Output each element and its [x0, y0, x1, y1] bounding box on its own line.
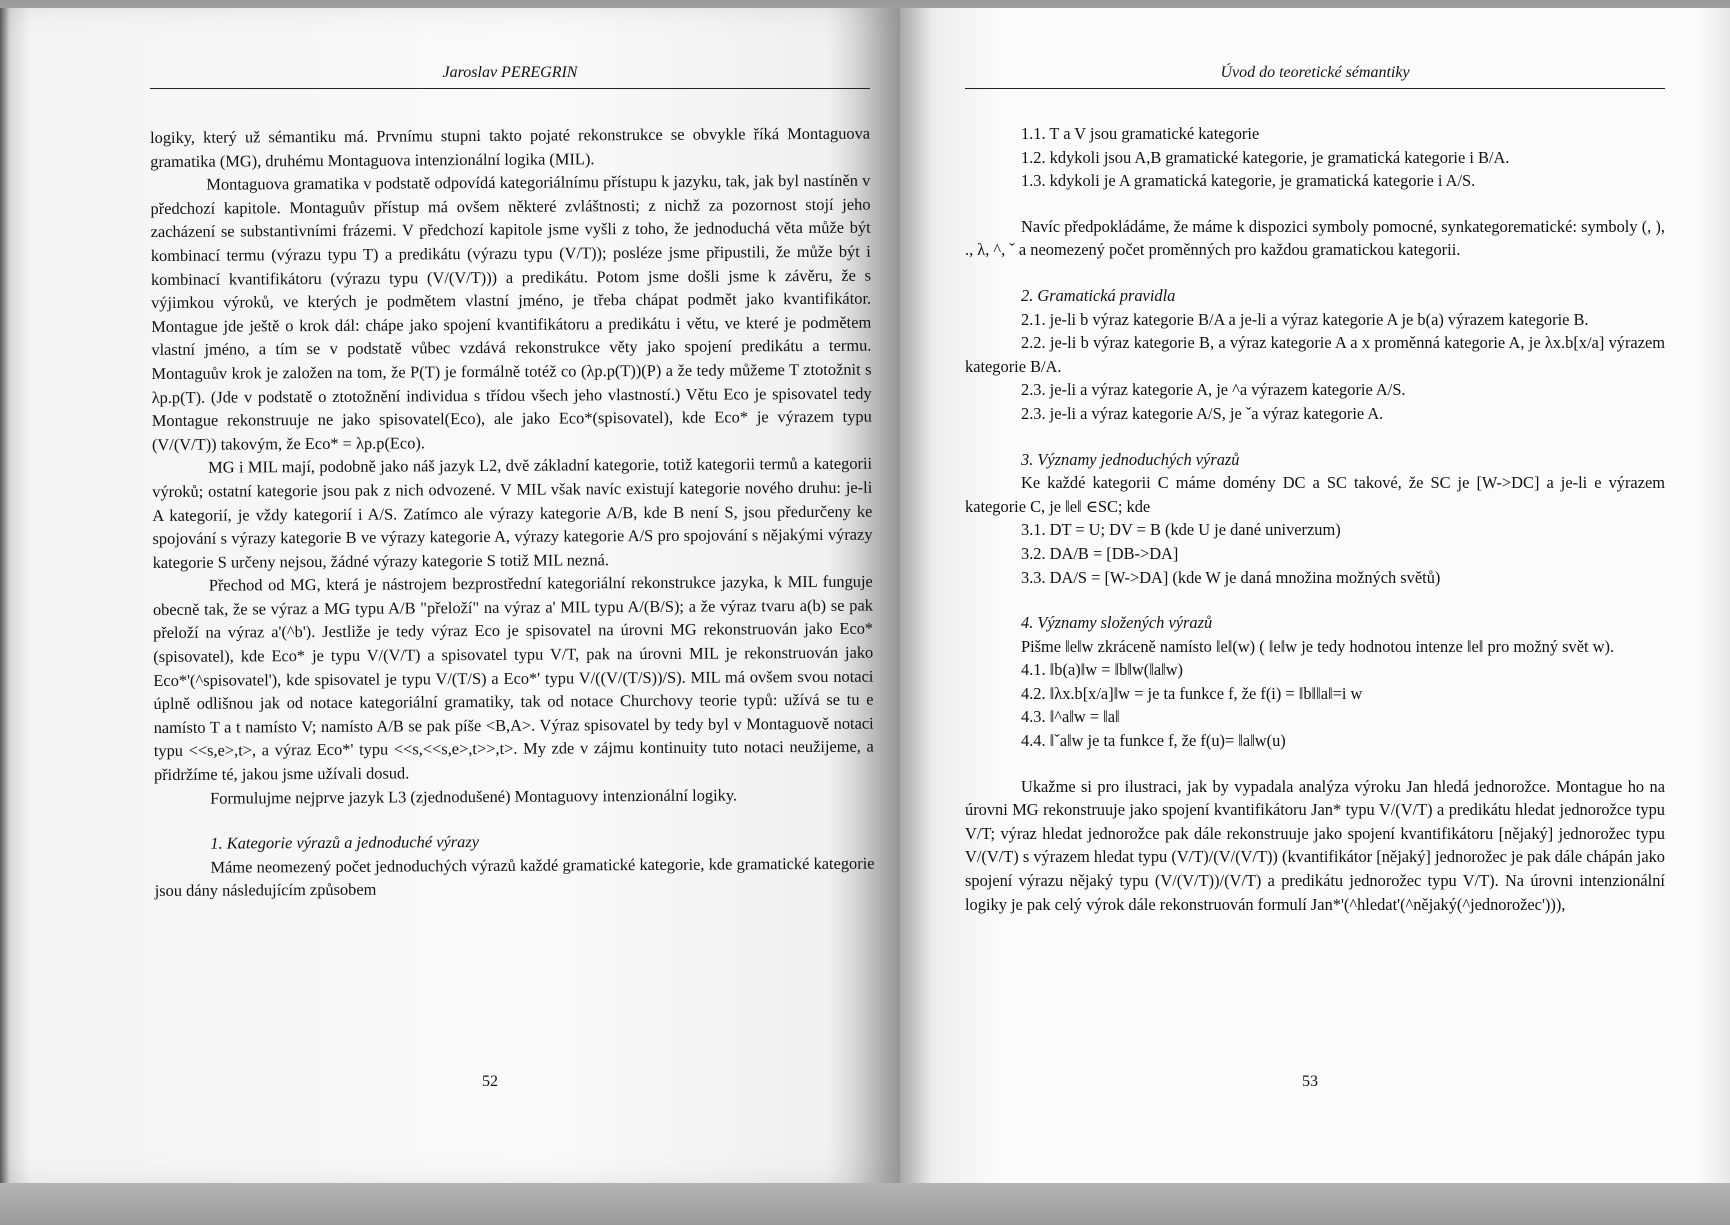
list-item: 4.3. ‖^a‖w = ‖a‖: [1021, 707, 1120, 727]
paragraph: Ukažme si pro ilustraci, jak by vypadala analýza výroku Jan hledá jednorožce. Montague ho na úrovni MG rekonstruuje jako spojení kvantifikátoru Jan* typu V/(V/T) a predikátu hledat jednorožce typu V/T; výraz hledat jednorožce pak dále rekonstruuje jako spojení kvantifikátoru [nějaký] jednorožec typu V/(V/T) s výrazem hledat typu (V/T)/(V/(V/T)) (kvantifikátor [nějaký] jednorožec je pak dále chápán jako spojení výrazu nějaký typu (V/(V/T))/(V/T) a predikátu jednorožec typu V/T). Na úrovni intenzionální logiky je pak celý výrok dále rekonstruován formulí Jan*'(^hledat'(^nějaký(^jednorožec'))),: [965, 776, 1665, 914]
paragraph: Formulujme nejprve jazyk L3 (zjednodušené) Montaguovy intenzionální logiky.: [210, 785, 738, 808]
list-item: 1.3. kdykoli je A gramatická kategorie, je gramatická kategorie i A/S.: [1021, 171, 1476, 191]
paragraph: Pišme ‖e‖w zkráceně namísto ‖e‖(w) ( ‖e‖w je tedy hodnotou intenze ‖e‖ pro možný svět w).: [1021, 636, 1615, 656]
running-head-right: Úvod do teoretické sémantiky: [1220, 64, 1410, 81]
list-item: 2.1. je-li b výraz kategorie B/A a je-li a výraz kategorie A je b(a) výrazem kategorie B.: [1021, 309, 1589, 329]
header-rule-right: [965, 88, 1665, 89]
right-page-body: [965, 122, 1665, 916]
left-page-body: [150, 122, 875, 903]
paragraph: Navíc předpokládáme, že máme k dispozici symboly pomocné, synkategorematické: symboly (, ), ., λ, ^, ˇ a neomezený počet proměnných pro každou gramatickou kategorii.: [965, 216, 1665, 260]
header-rule-left: [150, 88, 870, 89]
list-item: 1.2. kdykoli jsou A,B gramatické kategorie, je gramatická kategorie i B/A.: [1021, 147, 1510, 167]
list-item: 4.2. ‖λx.b[x/a]‖w = je ta funkce f, že f(i) = ‖b‖‖a‖=i w: [1021, 683, 1363, 703]
section-heading: 2. Gramatická pravidla: [1021, 285, 1176, 305]
list-item: 2.3. je-li a výraz kategorie A/S, je ˇa výraz kategorie A.: [1021, 403, 1384, 423]
paragraph: MG i MIL mají, podobně jako náš jazyk L2, dvě základní kategorie, totiž kategorii termů a kategorii výroků; ostatní kategorie jsou pak z nich odvozené. V MIL však navíc existují kategorie nového druhu: je-li A kategorií, je vždy kategorií i A/S. Zatímco ale výrazy kategorie A/B, kde B není S, jsou předurčeny ke spojování s výrazy kategorie B ve výrazy kategorie A, výrazy kategorie A/S pro spojování s nějakými výrazy kategorie S určeny nejsou, žádné výrazy kategorie S totiž MIL nezná.: [152, 453, 873, 572]
paragraph: Ke každé kategorii C máme domény DC a SC takové, že SC je [W->DC] a je-li e výrazem kategorie C, je ‖e‖ ∈SC; kde: [965, 473, 1665, 516]
list-item: 4.4. ‖ˇa‖w je ta funkce f, že f(u)= ‖a‖w(u): [1021, 731, 1286, 751]
list-item: 4.1. ‖b(a)‖w = ‖b‖w(‖a‖w): [1021, 660, 1184, 680]
list-item: 3.2. DA/B = [DB->DA]: [1021, 543, 1179, 563]
paragraph: Přechod od MG, která je nástrojem bezprostřední kategoriální rekonstrukce jazyka, k MIL funguje obecně tak, že se výraz a MG typu A/B "přeloží" na výraz a' MIL typu A/(B/S); a že výraz tvaru a(b) se pak přeloží na výraz a'(^b'). Jestliže je tedy výraz Eco je spisovatel na úrovni MG rekonstruován jako Eco*(spisovatel), kde Eco* je typu V/(V/T) a spisovatel typu V/T, pak na úrovni MIL je rekonstruován jako Eco*'(^spisovatel'), kde spisovatel je typu V/(T/S) a Eco*' typu V/((V/(T/S))/S). MIL má ovšem svou notaci úplně odlišnou jak od notace kategoriální gramatiky, tak od notace Churchovy teorie typů: užívá se tu e namísto T a t namísto V; namísto A/B se pak píše <B,A>. Výraz spisovatel by tedy byl v Montaguově notaci typu <<s,e>,t>, a výraz Eco*' typu <<s,<<s,e>,t>>,t>. My zde v zájmu kontinuity tuto notaci neužijeme, a přidržíme té, jakou jsme užívali dosud.: [152, 571, 874, 785]
paragraph: Montaguova gramatika v podstatě odpovídá kategoriálnímu přístupu k jazyku, tak, jak byl nastíněn v předchozí kapitole. Montaguův přístup má ovšem některé zvláštnosti; z nichž za pozornost stojí jeho zacházení se substantivními frázemi. V předchozí kapitole jsme vyšli z toho, že jednoduchá věta může být kombinací termu (výrazu typu T) a predikátu (výrazu typu (V/T)); posléze jsme připustili, že může být i kombinací kvantifikátoru (výrazu typu (V/(V/T))) a predikátu. Potom jsme došli jsme k závěru, že s výjimkou výroků, ve kterých je podmětem vlastní jméno, je třeba chápat podmět jako kvantifikátor. Montague jde ještě o krok dál: chápe jako spojení kvantifikátoru a predikátu i větu, ve které je podmětem vlastní jméno, a tím se v podstatě vůbec vzdává rekonstrukce věty jako spojení predikátu a termu. Montaguův krok je založen na tom, že P(T) je formálně totéž co (λp.p(T))(P) a že tedy můžeme T ztotožnit s λp.p(T). (Jde v podstatě o ztotožnění individua s třídou všech jeho vlastností.) Větu Eco je spisovatel tedy Montague rekonstruuje ne jako spisovatel(Eco), ale jako Eco*(spisovatel), kde Eco* je výrazem typu (V/(V/T)) takovým, že Eco* = λp.p(Eco).: [150, 170, 872, 454]
list-item: 1.1. T a V jsou gramatické kategorie: [1021, 124, 1260, 143]
running-head-left: Jaroslav PEREGRIN: [442, 64, 578, 81]
section-heading: 1. Kategorie výrazů a jednoduché výrazy: [210, 832, 479, 853]
page-number-left: 52: [482, 1073, 498, 1090]
list-item: 3.1. DT = U; DV = B (kde U je dané univerzum): [1021, 520, 1341, 540]
page-number-right: 53: [1302, 1073, 1318, 1090]
list-item: 2.2. je-li b výraz kategorie B, a výraz kategorie A a x proměnná kategorie A, je λx.b[x/a] výrazem kategorie B/A.: [965, 333, 1665, 376]
list-item: 2.3. je-li a výraz kategorie A, je ^a výrazem kategorie A/S.: [1021, 380, 1406, 400]
section-heading: 3. Významy jednoduchých výrazů: [1021, 449, 1240, 469]
paragraph: logiky, který už sémantiku má. Prvnímu stupni takto pojaté rekonstrukce se obvykle říká Montaguova gramatika (MG), druhému Montaguova intenzionální logika (MIL).: [150, 123, 871, 171]
section-heading: 4. Významy složených výrazů: [1021, 613, 1213, 633]
paragraph: Máme neomezený počet jednoduchých výrazů každé gramatické kategorie, kde gramatické kategorie jsou dány následujícím způsobem: [154, 853, 875, 901]
list-item: 3.3. DA/S = [W->DA] (kde W je daná množina možných světů): [1021, 567, 1441, 587]
